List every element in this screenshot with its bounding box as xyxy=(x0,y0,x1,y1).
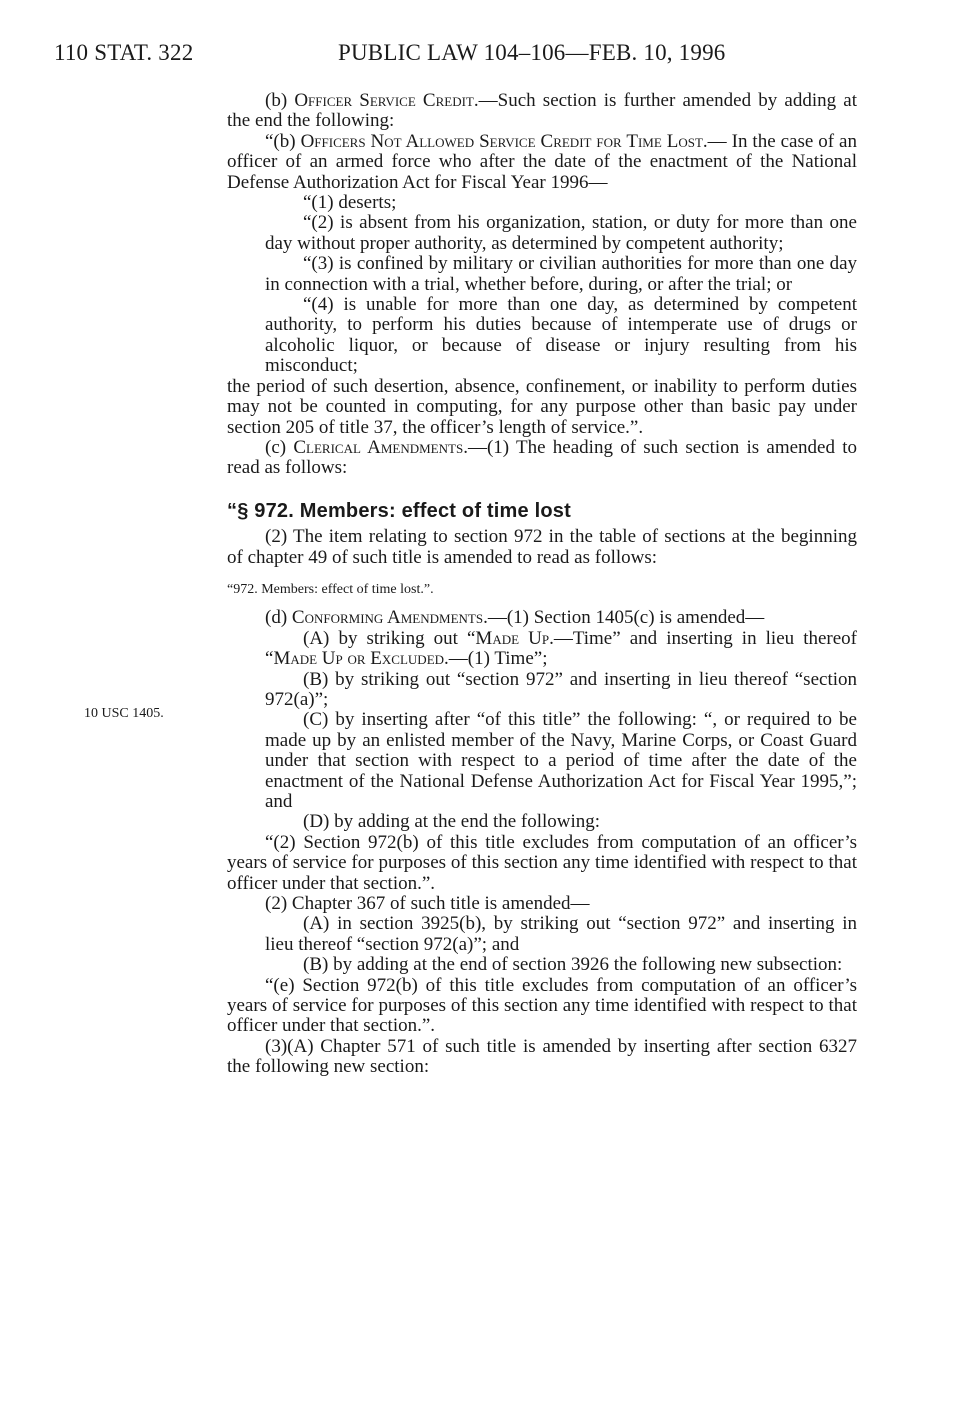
subparagraph-dC: (C) by inserting after “of this title” the following: “, or required to be made up by an enlisted member of the Navy, Marine Corps, or Coast Guard under that section with respect to a period of time after the date of the enactment of the National Defense Authorization Act for Fiscal Year 1995,”; and xyxy=(265,709,857,812)
list-item-1: “(1) deserts; xyxy=(303,192,397,214)
paragraph-b: (b) Officer Service Credit.—Such section is further amended by adding at the end the following: xyxy=(227,90,858,132)
subsection-heading: Clerical Amendments xyxy=(293,436,464,458)
subsection-heading: Conforming Amendments xyxy=(291,607,484,629)
subsection-heading: Officer Service Credit xyxy=(294,90,474,111)
document-body xyxy=(227,91,857,1078)
period-clause: the period of such desertion, absence, confinement, or inability to perform duties may not be counted in computing, for any purpose other than basic pay under section 205 of title 37, the officer’s length of service.”. xyxy=(227,375,857,438)
subparagraph-dD: (D) by adding at the end the following: xyxy=(303,811,601,833)
subsection-heading: Officers Not Allowed Service Credit for Time Lost xyxy=(300,130,703,152)
paragraph-d: (d) Conforming Amendments.—(1) Section 1405(c) is amended— xyxy=(265,607,765,629)
margin-note-usc: 10 USC 1405. xyxy=(84,706,164,721)
paragraph-d2: (2) Chapter 367 of such title is amended— xyxy=(265,893,590,915)
list-item-4: “(4) is unable for more than one day, as determined by competent authority, to perform his duties because of intemperate use of drugs or alcoholic liquor, or because of disease or injury resulting from his misconduct; xyxy=(265,294,857,377)
subparagraph-dA: (A) by striking out “Made Up.—Time” and inserting in lieu thereof “Made Up or Excluded.—(1) Time”; xyxy=(265,627,858,670)
table-item: “972. Members: effect of time lost.”. xyxy=(227,581,434,597)
paragraph-d3A: (3)(A) Chapter 571 of such title is amended by inserting after section 6327 the following new section: xyxy=(227,1035,857,1078)
stat-citation: 110 STAT. 322 xyxy=(54,40,194,65)
public-law-citation: PUBLIC LAW 104–106—FEB. 10, 1996 xyxy=(338,40,726,65)
list-item-3: “(3) is confined by military or civilian authorities for more than one day in connection with a trial, whether before, during, or after the trial; or xyxy=(265,253,857,295)
subparagraph-dB: (B) by striking out “section 972” and inserting in lieu thereof “section 972(a)”; xyxy=(265,668,857,710)
list-item-2: “(2) is absent from his organization, station, or duty for more than one day without proper authority, as determined by competent authority; xyxy=(265,212,857,254)
paragraph-c: (c) Clerical Amendments.—(1) The heading of such section is amended to read as follows: xyxy=(227,436,857,479)
subparagraph-d2A: (A) in section 3925(b), by striking out “section 972” and inserting in lieu thereof “section 972(a)”; and xyxy=(265,913,857,955)
quoted-paragraph-e: “(e) Section 972(b) of this title excludes from computation of an officer’s years of service for purposes of this section any time identified with respect to that officer under that section.”. xyxy=(227,974,857,1037)
section-heading: “§ 972. Members: effect of time lost xyxy=(227,499,571,522)
paragraph-b-quoted: “(b) Officers Not Allowed Service Credit for Time Lost.— In the case of an officer of an armed force who after the date of the enactment of the National Defense Authorization Act for Fiscal Year 1996— xyxy=(227,130,857,193)
subparagraph-d2B: (B) by adding at the end of section 3926 the following new subsection: xyxy=(303,954,843,976)
quoted-paragraph-d: “(2) Section 972(b) of this title excludes from computation of an officer’s years of service for purposes of this section any time identified with respect to that officer under that section.”. xyxy=(227,831,857,894)
paragraph-c2: (2) The item relating to section 972 in the table of sections at the beginning of chapter 49 of such title is amended to read as follows: xyxy=(227,526,857,568)
